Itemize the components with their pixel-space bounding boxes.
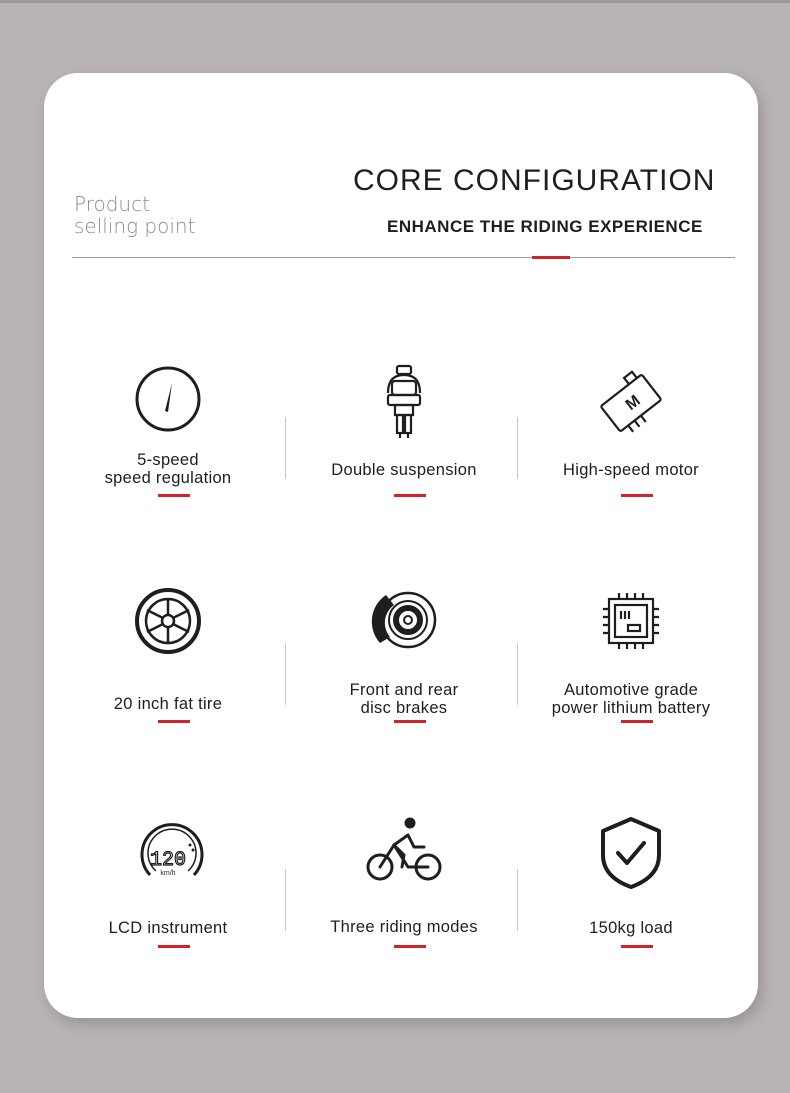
battery-chip-icon — [591, 587, 671, 667]
cyclist-icon — [364, 815, 444, 895]
suspension-fork-icon — [364, 363, 444, 443]
column-divider — [517, 643, 518, 705]
feature-card — [44, 73, 758, 1018]
svg-text:km/h: km/h — [160, 870, 176, 877]
feature-accent-bar — [158, 494, 190, 497]
column-divider — [285, 643, 286, 705]
feature-label: Front and rear disc brakes — [349, 681, 459, 717]
header-divider-accent — [532, 256, 570, 259]
feature-label: Automotive grade power lithium battery — [551, 681, 711, 717]
side-title — [74, 193, 195, 237]
feature-label: 5-speed speed regulation — [104, 451, 232, 487]
feature-label: 20 inch fat tire — [113, 695, 223, 713]
feature-accent-bar — [621, 945, 653, 948]
feature-accent-bar — [394, 720, 426, 723]
side-title-line2: selling point — [74, 214, 196, 238]
column-divider — [517, 869, 518, 931]
feature-label: LCD instrument — [108, 919, 228, 937]
feature-accent-bar — [394, 494, 426, 497]
top-border — [0, 0, 790, 3]
feature-label: Three riding modes — [330, 918, 478, 936]
feature-label: 150kg load — [589, 919, 673, 937]
column-divider — [285, 869, 286, 931]
header-divider — [72, 257, 735, 258]
speedometer-icon — [128, 363, 208, 443]
column-divider — [285, 417, 286, 479]
feature-label: Double suspension — [331, 461, 477, 479]
page-title: CORE CONFIGURATION — [353, 164, 716, 197]
disc-brake-icon — [364, 587, 444, 667]
feature-accent-bar — [158, 945, 190, 948]
feature-accent-bar — [621, 720, 653, 723]
feature-accent-bar — [158, 720, 190, 723]
feature-label: High-speed motor — [563, 461, 699, 479]
page-subtitle: ENHANCE THE RIDING EXPERIENCE — [387, 217, 703, 236]
svg-text:120: 120 — [149, 849, 187, 872]
lcd-display-icon — [128, 815, 208, 895]
shield-check-icon — [591, 815, 671, 895]
side-title-line1: Product — [74, 192, 150, 216]
motor-icon — [591, 363, 671, 443]
wheel-icon — [128, 587, 208, 667]
svg-text:M: M — [622, 392, 644, 414]
column-divider — [517, 417, 518, 479]
feature-accent-bar — [394, 945, 426, 948]
feature-accent-bar — [621, 494, 653, 497]
